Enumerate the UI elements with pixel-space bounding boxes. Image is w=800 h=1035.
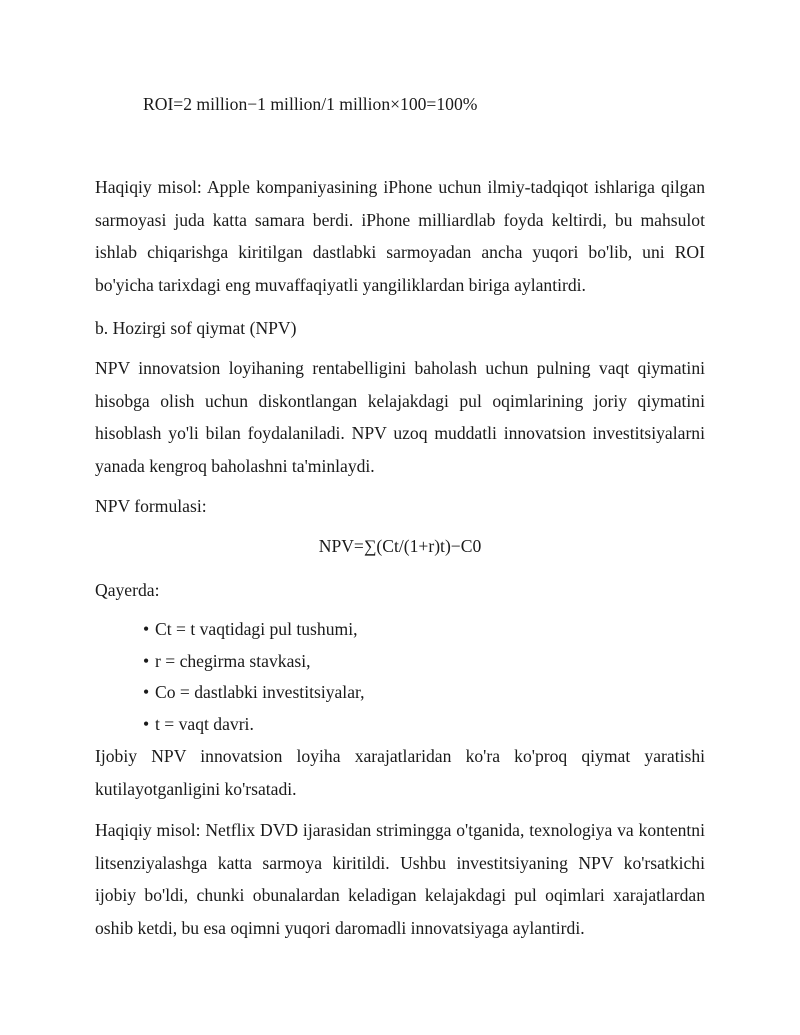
definition-item <box>143 646 365 678</box>
npv-formula: NPV=∑(Ct/(1+r)t)−C0 <box>318 536 482 556</box>
npv-formula-label: NPV formulasi: <box>95 496 207 516</box>
definition-text: t = vaqt davri. <box>155 713 254 734</box>
definition-text: Co = dastlabki investitsiyalar, <box>155 682 365 702</box>
definition-item <box>143 677 365 709</box>
netflix-example-paragraph: Haqiqiy misol: Netflix DVD ijarasidan strimingga o'tganida, texnologiya va kontentni litsenziyalashga katta sarmoya kiritildi. Ushbu investitsiyaning NPV ko'rsatkichi ijobiy bo'ldi, chunki obunalardan keladigan kelajakdagi pul oqimlari xarajatlardan oshib ketdi, bu esa oqimni yuqori daromadli innovatsiyaga aylantirdi. <box>95 820 705 938</box>
npv-description-paragraph: NPV innovatsion loyihaning rentabelligini baholash uchun pulning vaqt qiymatini hisobga olish uchun diskontlangan kelajakdagi pul oqimlarining joriy qiymatini hisoblash yo'li bilan foydalaniladi. NPV uzoq muddatli innovatsion investitsiyalarni yanada kengroq baholashni ta'minlaydi. <box>95 358 705 476</box>
definitions-list <box>143 614 365 740</box>
positive-npv-paragraph: Ijobiy NPV innovatsion loyiha xarajatlaridan ko'ra ko'proq qiymat yaratishi kutilayotganligini ko'rsatadi. <box>95 746 705 799</box>
bullet-icon: • <box>143 650 150 671</box>
bullet-icon: • <box>143 713 150 734</box>
apple-example-paragraph: Haqiqiy misol: Apple kompaniyasining iPhone uchun ilmiy-tadqiqot ishlariga qilgan sarmoyasi juda katta samara berdi. iPhone milliardlab foyda keltirdi, bu mahsulot ishlab chiqarishga kiritilgan dastlabki sarmoyadan ancha yuqori bo'lib, uni ROI bo'yicha tarixdagi eng muvaffaqiyatli yangiliklardan biriga aylantirdi. <box>95 177 705 295</box>
npv-section-heading: b. Hozirgi sof qiymat (NPV) <box>95 318 297 338</box>
where-label: Qayerda: <box>95 580 160 600</box>
bullet-icon: • <box>143 682 150 702</box>
definition-text: r = chegirma stavkasi, <box>155 650 311 671</box>
definition-item <box>143 614 365 646</box>
bullet-icon: • <box>143 619 150 639</box>
definition-item <box>143 709 365 741</box>
roi-formula: ROI=2 million−1 million/1 million×100=100% <box>143 94 478 114</box>
definition-text: Ct = t vaqtidagi pul tushumi, <box>155 619 358 639</box>
